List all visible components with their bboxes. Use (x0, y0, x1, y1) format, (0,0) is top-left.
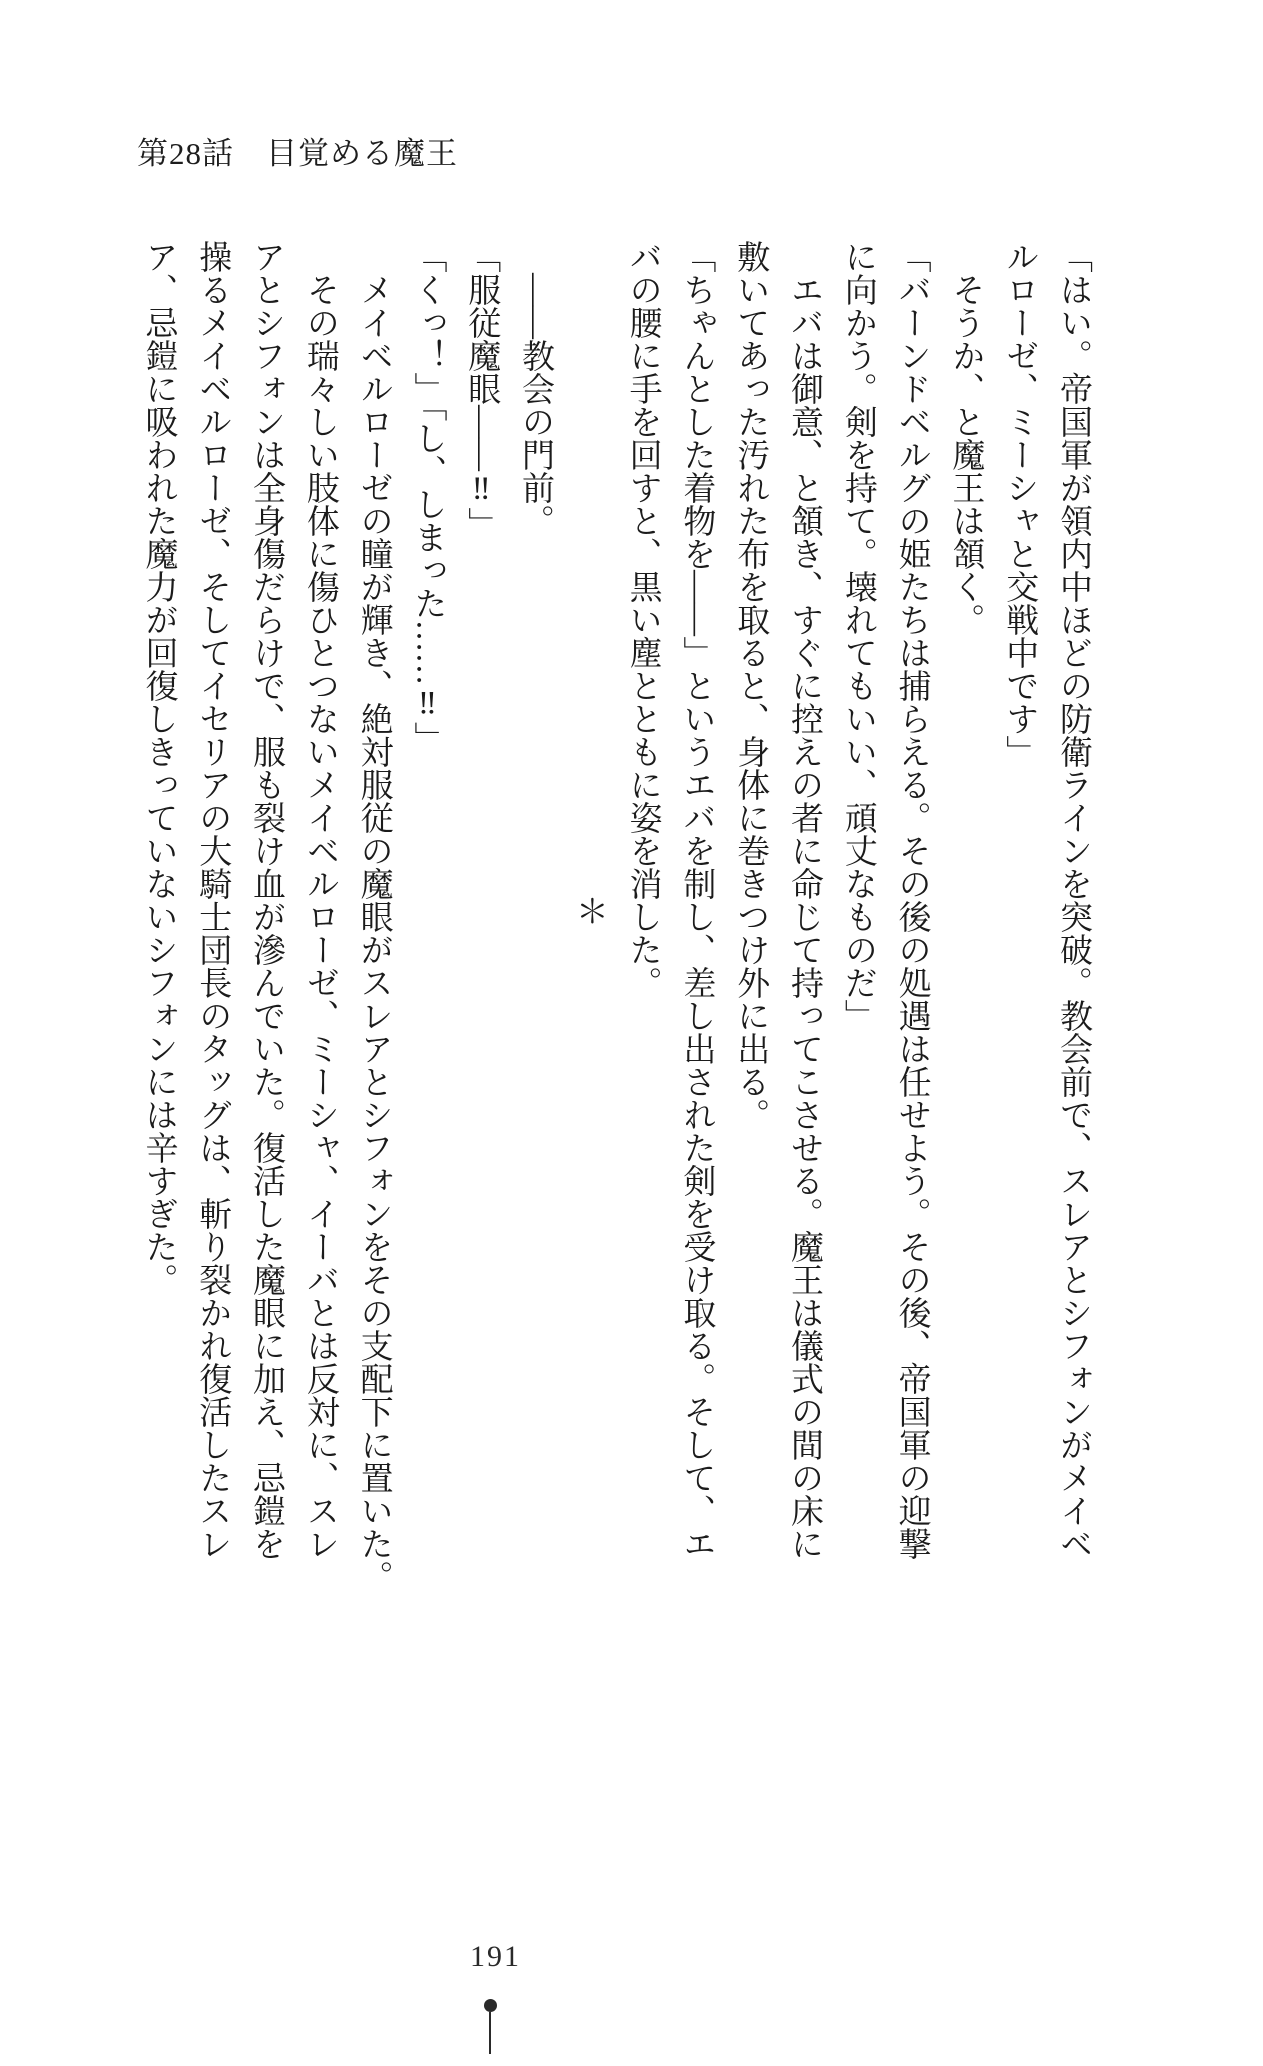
ornament-stem (489, 2012, 491, 2054)
ornament-dot-icon (484, 1999, 497, 2012)
text-line: メイベルローゼの瞳が輝き、絶対服従の魔眼がスレアとシフォンをその支配下に置いた。 (355, 240, 392, 1593)
text-line: ――教会の門前。 (517, 240, 554, 537)
text-line: 「はい。帝国軍が領内中ほどの防衛ラインを突破。教会前で、スレアとシフォンがメイベ (1055, 240, 1091, 1560)
text-line: その瑞々しい肢体に傷ひとつないメイベルローゼ、ミーシャ、イーバとは反対に、スレ (301, 240, 338, 1560)
page-number: 191 (470, 1940, 521, 1973)
text-line: に向かう。剣を持て。壊れてもいい、頑丈なものだ」 (839, 240, 876, 1032)
text-line: アとシフォンは全身傷だらけで、服も裂け血が滲んでいた。復活した魔眼に加え、忌鎧を (248, 240, 285, 1560)
text-line: 「バーンドベルグの姫たちは捕らえる。その後の処遇は任せよう。その後、帝国軍の迎撃 (893, 240, 930, 1560)
text-line: ア、忌鎧に吸われた魔力が回復しきっていないシフォンには辛すぎた。 (140, 240, 177, 1296)
text-line: 「ちゃんとした着物を――」というエバを制し、差し出された剣を受け取る。そして、エ (678, 240, 715, 1560)
text-line: 敷いてあった汚れた布を取ると、身体に巻きつけ外に出る。 (732, 240, 769, 1131)
text-line: 操るメイベルローゼ、そしてイセリアの大騎士団長のタッグは、斬り裂かれ復活したスレ (194, 240, 231, 1560)
text-line: バの腰に手を回すと、黒い塵とともに姿を消した。 (624, 240, 661, 999)
body-text-block (131, 240, 1099, 1593)
text-line: 「服従魔眼――‼」 (463, 240, 500, 540)
text-line: エバは御意、と頷き、すぐに控えの者に命じて持ってこさせる。魔王は儀式の間の床に (786, 240, 823, 1560)
page-ornament (483, 1999, 497, 2059)
chapter-header: 第28話 目覚める魔王 (137, 136, 458, 171)
text-line: そうか、と魔王は頷く。 (947, 240, 984, 636)
text-line: 「くっ！」「し、しまった……‼」 (409, 240, 446, 755)
text-line: ルローゼ、ミーシャと交戦中です」 (1001, 240, 1038, 768)
scene-separator: ＊ (570, 893, 607, 927)
